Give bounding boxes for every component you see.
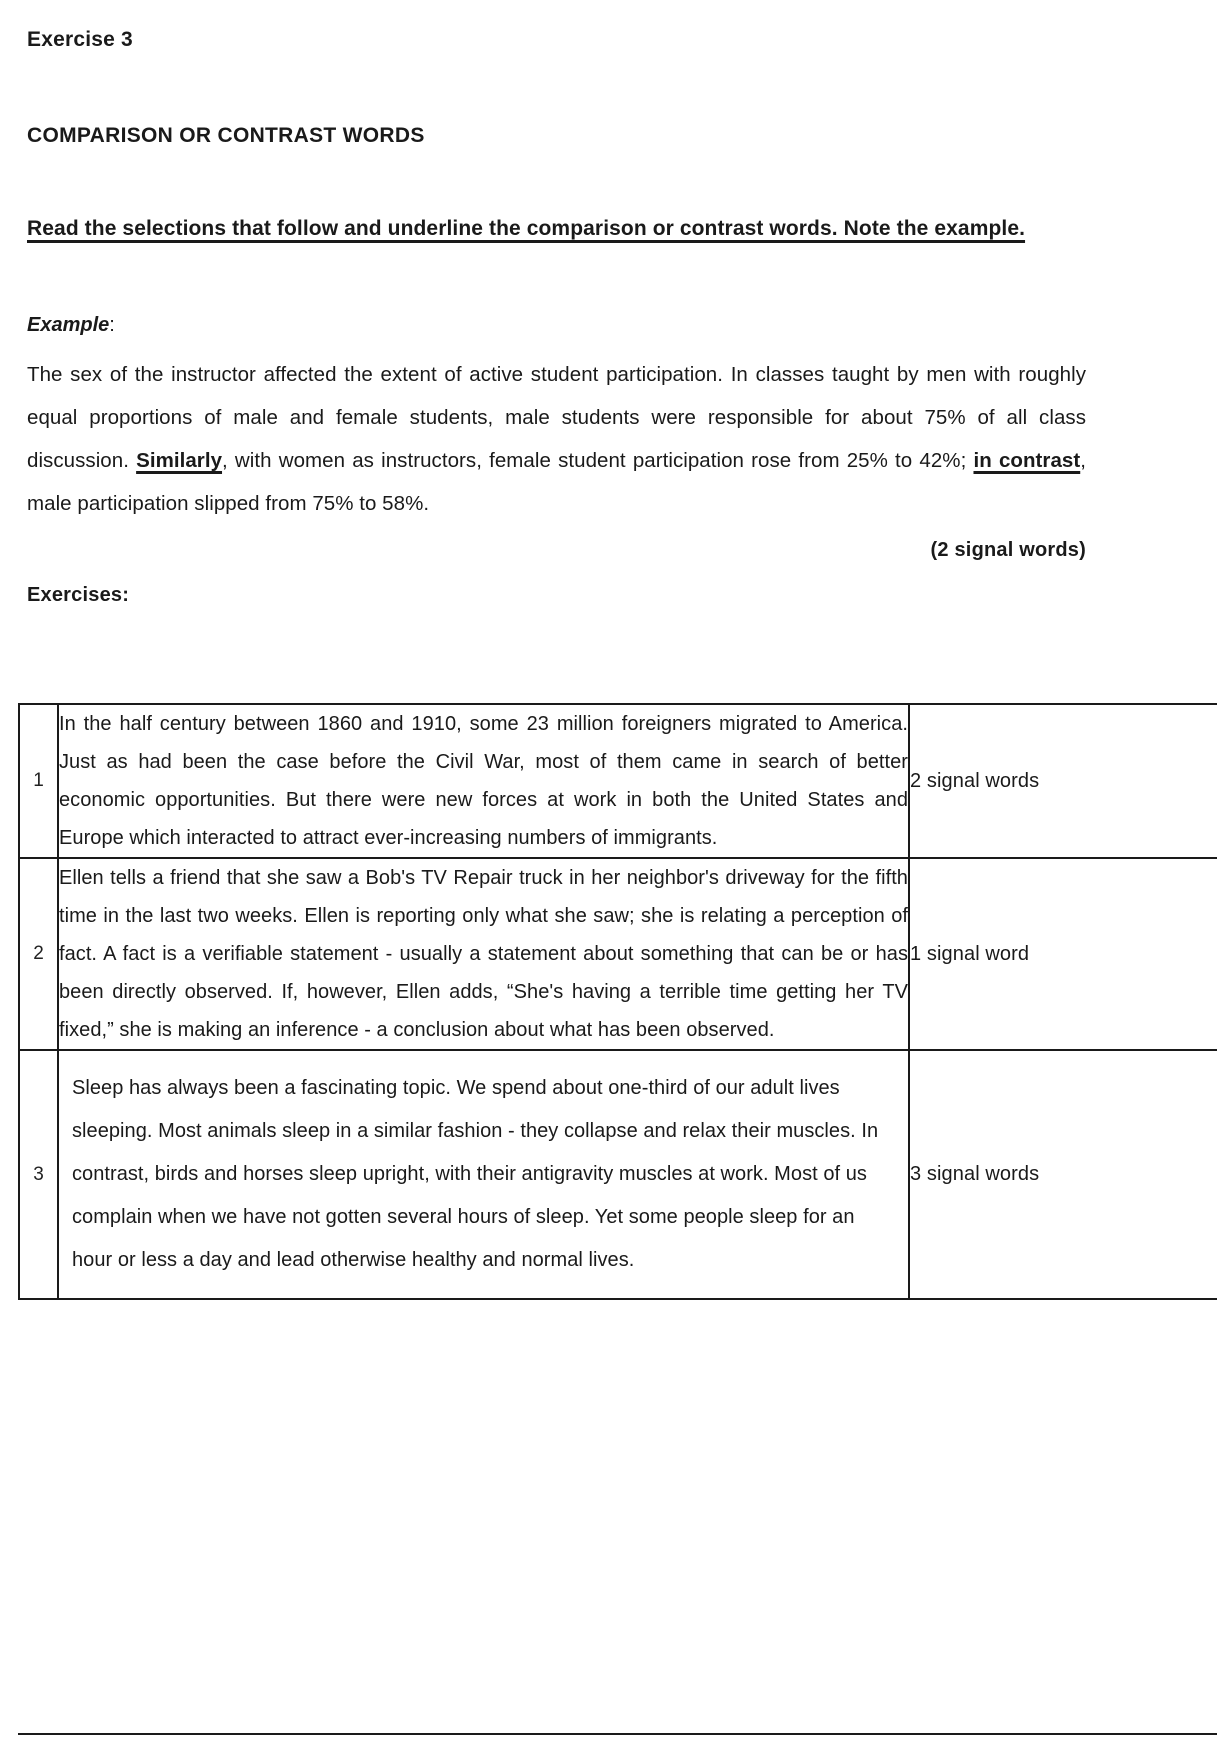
bottom-divider — [18, 1733, 1217, 1735]
example-label — [27, 314, 1193, 337]
table-row — [19, 1050, 1217, 1299]
row-passage[interactable]: In the half century between 1860 and 1910, some 23 million foreigners migrated to America. Just as had been the case before the Civil War, most of them came in search of better economic opportunities. But there were new forces at work in both the United States and Europe which interacted to attract ever-increasing numbers of immigrants. — [58, 704, 909, 858]
row-signal-count: 3 signal words — [909, 1050, 1217, 1299]
instruction-text — [27, 206, 1092, 252]
row-signal-count: 2 signal words — [909, 704, 1217, 858]
table-row — [19, 704, 1217, 858]
example-signal-count: (2 signal words) — [930, 539, 1086, 561]
example-label-word: Example — [27, 314, 110, 336]
table-row — [19, 858, 1217, 1050]
example-paragraph — [27, 353, 1086, 525]
example-text-part-2: , with women as instructors, female student participation rose from 25% to 42%; — [222, 449, 974, 472]
row-number: 1 — [19, 704, 58, 858]
row-passage[interactable]: Ellen tells a friend that she saw a Bob's TV Repair truck in her neighbor's driveway for the fifth time in the last two weeks. Ellen is reporting only what she saw; she is relating a perception of fact. A fact is a verifiable statement - usually a statement about something that can be or has been directly observed. If, however, Ellen adds, “She's having a terrible time getting her TV fixed,” she is making an inference - a conclusion about what has been observed. — [58, 858, 909, 1050]
row-passage[interactable]: Sleep has always been a fascinating topic. We spend about one-third of our adult lives sleeping. Most animals sleep in a similar fashion - they collapse and relax their muscles. In contrast, birds and horses sleep upright, with their antigravity muscles at work. Most of us complain when we have not gotten several hours of sleep. Yet some people sleep for an hour or less a day and lead otherwise healthy and normal lives. — [58, 1050, 909, 1299]
exercises-table — [18, 703, 1217, 1300]
signal-word-similarly: Similarly — [136, 449, 223, 472]
example-label-colon: : — [109, 314, 115, 336]
row-number: 2 — [19, 858, 58, 1050]
example-text-part-3: , male participation slipped from 75% to 58%. — [27, 449, 1086, 515]
row-number: 3 — [19, 1050, 58, 1299]
exercises-label: Exercises: — [27, 584, 130, 606]
page-title: Exercise 3 — [27, 28, 133, 51]
row-signal-count: 1 signal word — [909, 858, 1217, 1050]
section-title: COMPARISON OR CONTRAST WORDS — [27, 124, 425, 147]
instruction-underlined: Read the selections that follow and underline the comparison or contrast words. Note the example. — [27, 217, 1026, 240]
signal-word-in-contrast: in contrast — [973, 449, 1081, 472]
example-text-part-1: The sex of the instructor affected the extent of active student participation. In classes taught by men with roughly equal proportions of male and female students, male students were responsible for about 75% of all class discussion. — [27, 363, 1086, 472]
